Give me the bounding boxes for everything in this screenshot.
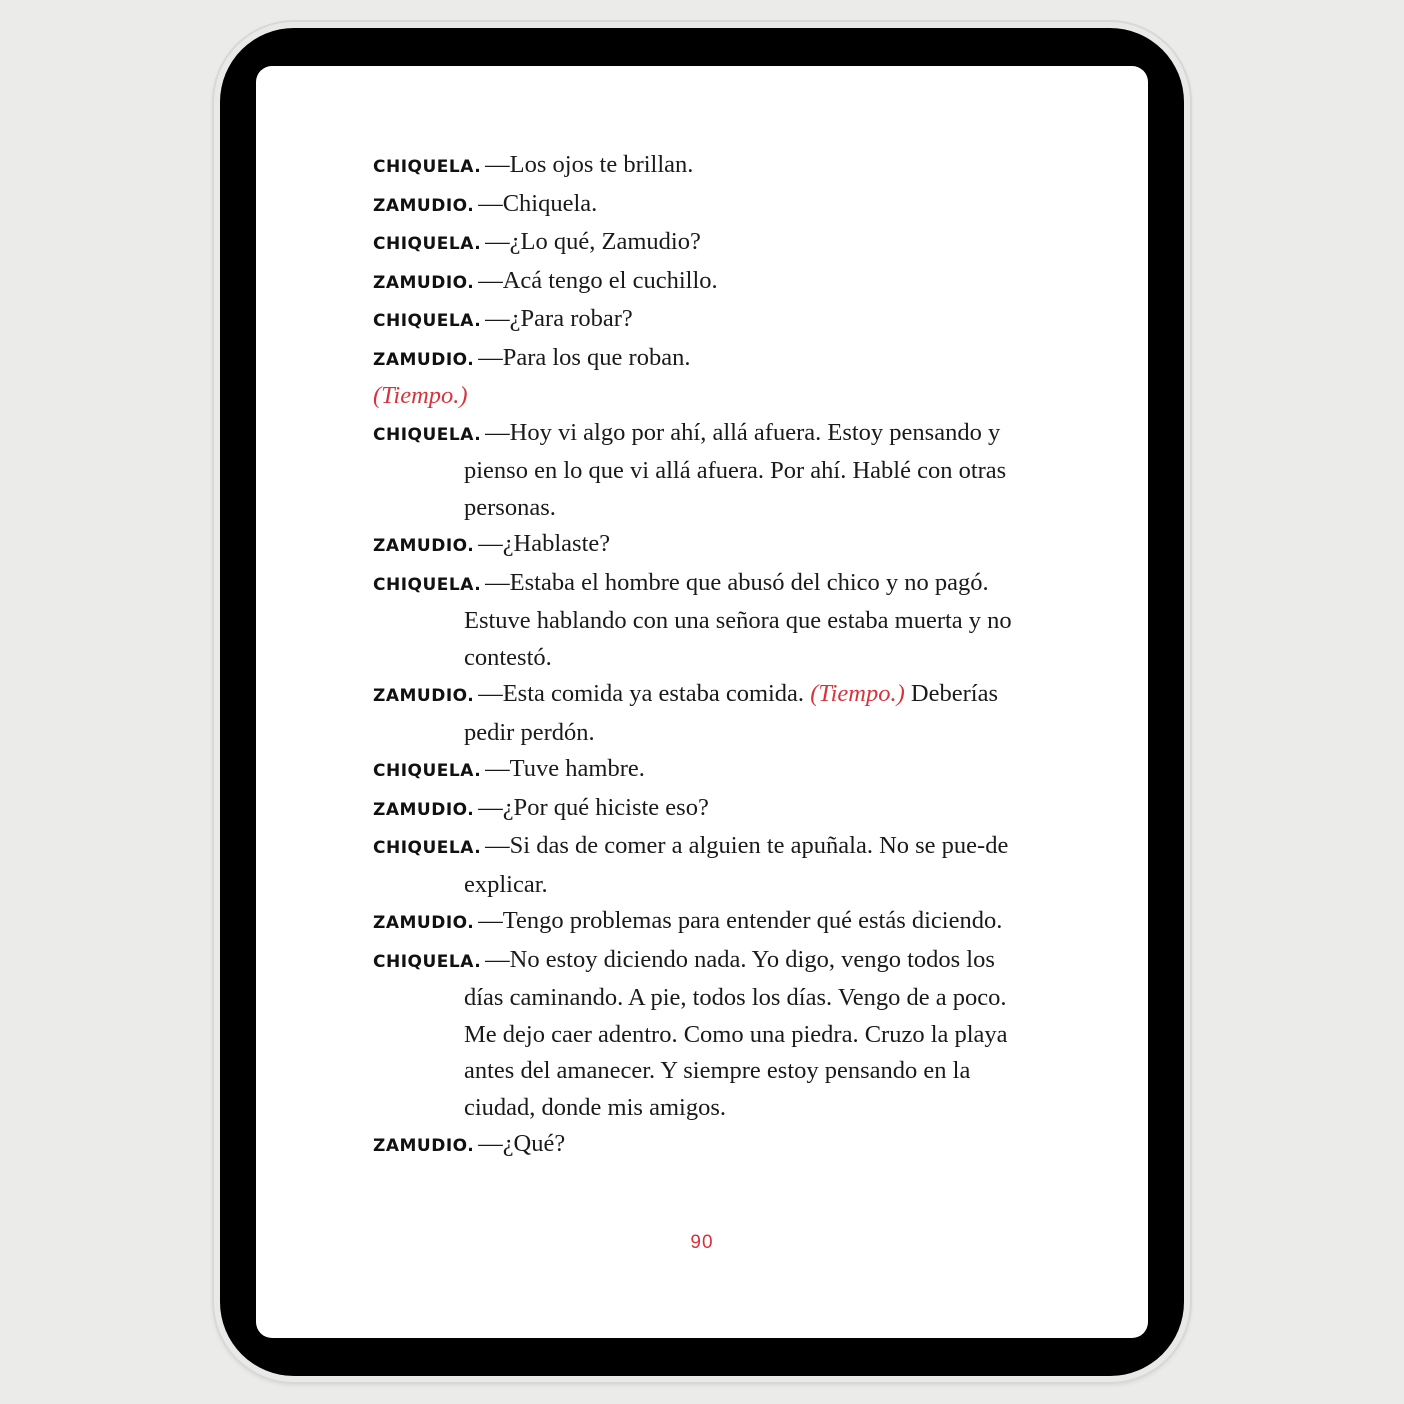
dialogue-line [373,565,1038,677]
dialogue-text: —Si das de comer a alguien te apuñala. No se pue-de explicar. [464,832,1009,898]
dialogue-text: —Chiquela. [478,189,598,217]
dialogue-text: —Estaba el hombre que abusó del chico y no pagó. Estuve hablando con una señora que estaba muerta y no contestó. [464,568,1012,671]
dialogue-text: —Tuve hambre. [485,755,645,782]
speaker-label: ZAMUDIO. [373,1136,475,1156]
dialogue-text: —Acá tengo el cuchillo. [478,266,718,294]
speaker-label: CHIQUELA. [373,311,482,331]
dialogue-text: —No estoy diciendo nada. Yo digo, vengo todos los días caminando. A pie, todos los días. Vengo de a poco. Me dejo caer adentro. Como una piedra. Cruzo la playa antes del amanecer. Y siempre estoy pensando en la ciudad, donde mis amigos. [464,945,1008,1121]
stage-direction-text: (Tiempo.) [373,382,468,409]
page-number: 90 [690,1232,714,1253]
dialogue-text: —Los ojos te brillan. [485,151,694,178]
dialogue-text: —¿Lo qué, Zamudio? [485,228,701,255]
dialogue-line [373,147,1038,186]
speaker-label: ZAMUDIO. [373,195,475,216]
dialogue-line [373,676,1038,751]
dialogue-line [373,751,1038,790]
dialogue-line [373,790,1038,829]
dialogue-text: —Hoy vi algo por ahí, allá afuera. Estoy pensando y pienso en lo que vi allá afuera. Por ahí. Hablé con otras personas. [464,418,1007,521]
dialogue-line [373,301,1038,340]
speaker-label: CHIQUELA. [373,838,482,858]
dialogue-text: —¿Qué? [478,1130,566,1157]
dialogue-line [373,224,1038,263]
stage-direction-text: (Tiempo.) [810,680,905,707]
dialogue-text: —¿Hablaste? [478,530,611,557]
speaker-label: ZAMUDIO. [373,686,475,706]
dialogue-line [373,942,1038,1127]
dialogue-text: Deberías pedir perdón. [464,680,998,746]
dialogue-line [373,415,1038,527]
reader-screen[interactable] [256,66,1148,1338]
speaker-label: ZAMUDIO. [373,799,475,820]
dialogue-text: —¿Por qué hiciste eso? [478,793,709,821]
speaker-label: CHIQUELA. [373,157,482,177]
speaker-label: ZAMUDIO. [373,272,475,293]
speaker-label: CHIQUELA. [373,951,482,972]
dialogue-line [373,526,1038,565]
stage-direction [373,378,1038,415]
dialogue-text: —Esta comida ya estaba comida. [478,680,805,707]
speaker-label: ZAMUDIO. [373,349,475,370]
speaker-label: CHIQUELA. [373,234,482,254]
dialogue-line [373,828,1038,903]
dialogue-line [373,340,1038,379]
dialogue-line [373,903,1038,942]
speaker-label: ZAMUDIO. [373,913,475,933]
dialogue-text: —¿Para robar? [485,305,633,332]
dialogue-line [373,1126,1038,1165]
dialogue-text: —Para los que roban. [478,343,691,371]
dialogue-line [373,263,1038,302]
speaker-label: CHIQUELA. [373,761,482,781]
speaker-label: CHIQUELA. [373,424,482,445]
dialogue-line [373,186,1038,225]
speaker-label: ZAMUDIO. [373,536,475,556]
dialogue-text: —Tengo problemas para entender qué estás diciendo. [478,907,1003,934]
page-text [373,147,1038,1165]
speaker-label: CHIQUELA. [373,574,482,595]
